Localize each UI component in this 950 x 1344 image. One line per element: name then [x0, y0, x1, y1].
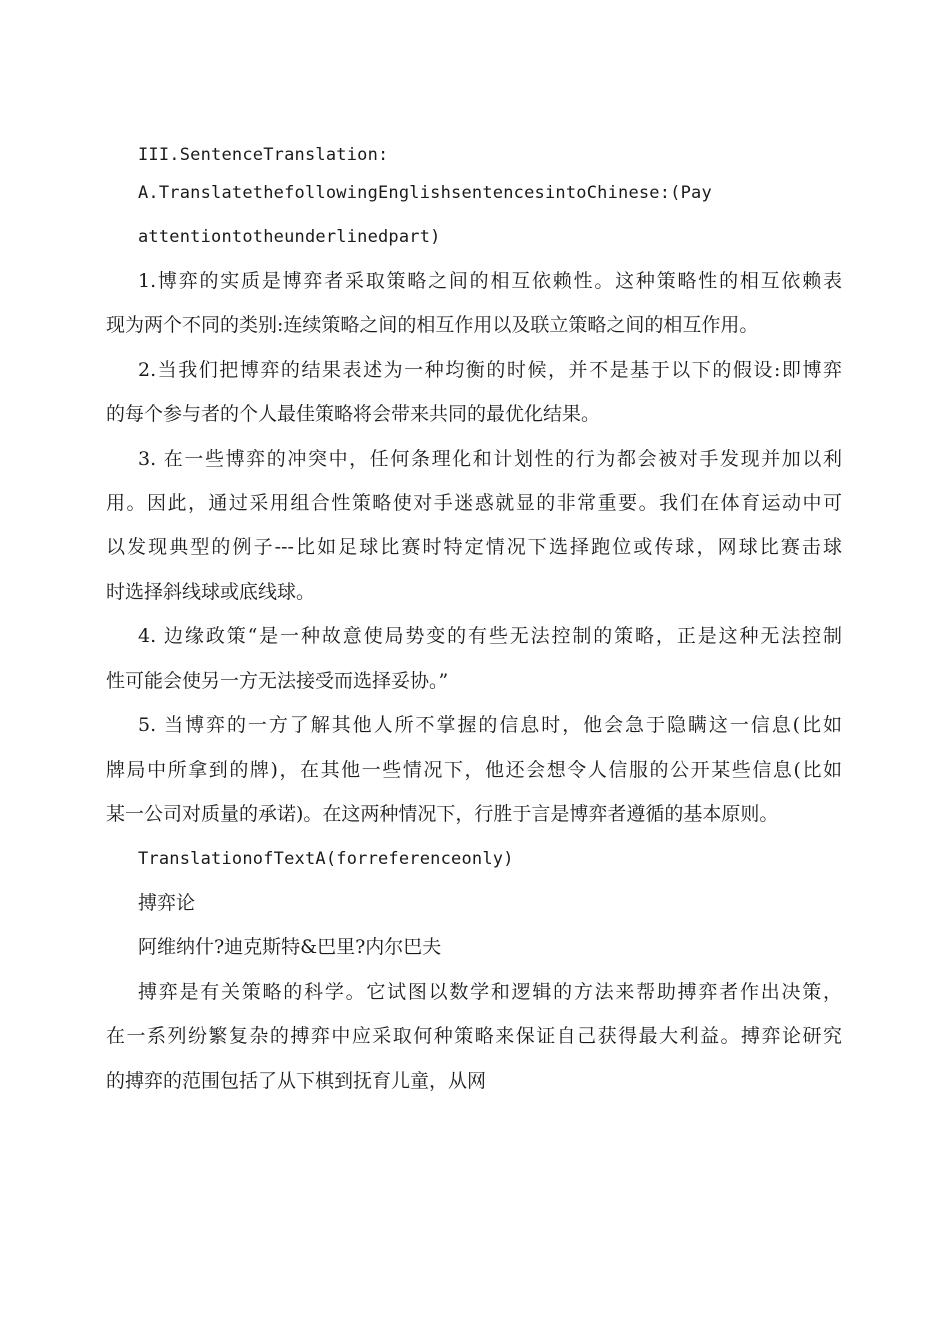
article-body-line-3: 的搏弈的范围包括了从下棋到抚育儿童，从网	[106, 1070, 487, 1092]
item-1-line-2: 现为两个不同的类别:连续策略之间的相互作用以及联立策略之间的相互作用。	[106, 314, 759, 336]
item-5-line-3: 某一公司对质量的承诺)。在这两种情况下，行胜于言是博弈者遵循的基本原则。	[106, 803, 779, 825]
instruction-line-2: attentiontotheunderlinedpart)	[138, 227, 441, 247]
instruction-line-1: A.TranslatethefollowingEnglishsentencesintoChinese:(Pay	[138, 183, 712, 203]
item-3-line-3: 以发现典型的例子---比如足球比赛时特定情况下选择跑位或传球，网球比赛击球	[106, 536, 842, 558]
item-3-line-4: 时选择斜线球或底线球。	[106, 581, 316, 603]
item-2-line-1: 2.当我们把博弈的结果表述为一种均衡的时候，并不是基于以下的假设:即博弈	[138, 359, 842, 381]
item-3-line-1: 3. 在一些博弈的冲突中，任何条理化和计划性的行为都会被对手发现并加以利	[138, 448, 842, 470]
item-1-line-1: 1.博弈的实质是博弈者采取策略之间的相互依赖性。这种策略性的相互依赖表	[138, 270, 842, 292]
article-title: 搏弈论	[138, 892, 196, 914]
item-4-line-1: 4. 边缘政策“是一种故意使局势变的有些无法控制的策略，正是这种无法控制	[138, 625, 842, 647]
article-authors: 阿维纳什?迪克斯特&巴里?内尔巴夫	[138, 936, 442, 958]
item-5-line-1: 5. 当博弈的一方了解其他人所不掌握的信息时，他会急于隐瞒这一信息(比如	[138, 714, 842, 736]
translation-heading: TranslationofTextA(forreferenceonly)	[138, 849, 514, 869]
article-body-line-1: 搏弈是有关策略的科学。它试图以数学和逻辑的方法来帮助搏弈者作出决策，	[138, 981, 842, 1003]
item-5-line-2: 牌局中所拿到的牌)，在其他一些情况下，他还会想令人信服的公开某些信息(比如	[106, 759, 842, 781]
item-2-line-2: 的每个参与者的个人最佳策略将会带来共同的最优化结果。	[106, 403, 601, 425]
section-heading: III.SentenceTranslation:	[138, 145, 389, 165]
item-4-line-2: 性可能会使另一方无法接受而选择妥协。”	[106, 670, 449, 692]
item-3-line-2: 用。因此，通过采用组合性策略使对手迷惑就显的非常重要。我们在体育运动中可	[106, 492, 842, 514]
article-body-line-2: 在一系列纷繁复杂的搏弈中应采取何种策略来保证自己获得最大利益。搏弈论研究	[106, 1025, 842, 1047]
